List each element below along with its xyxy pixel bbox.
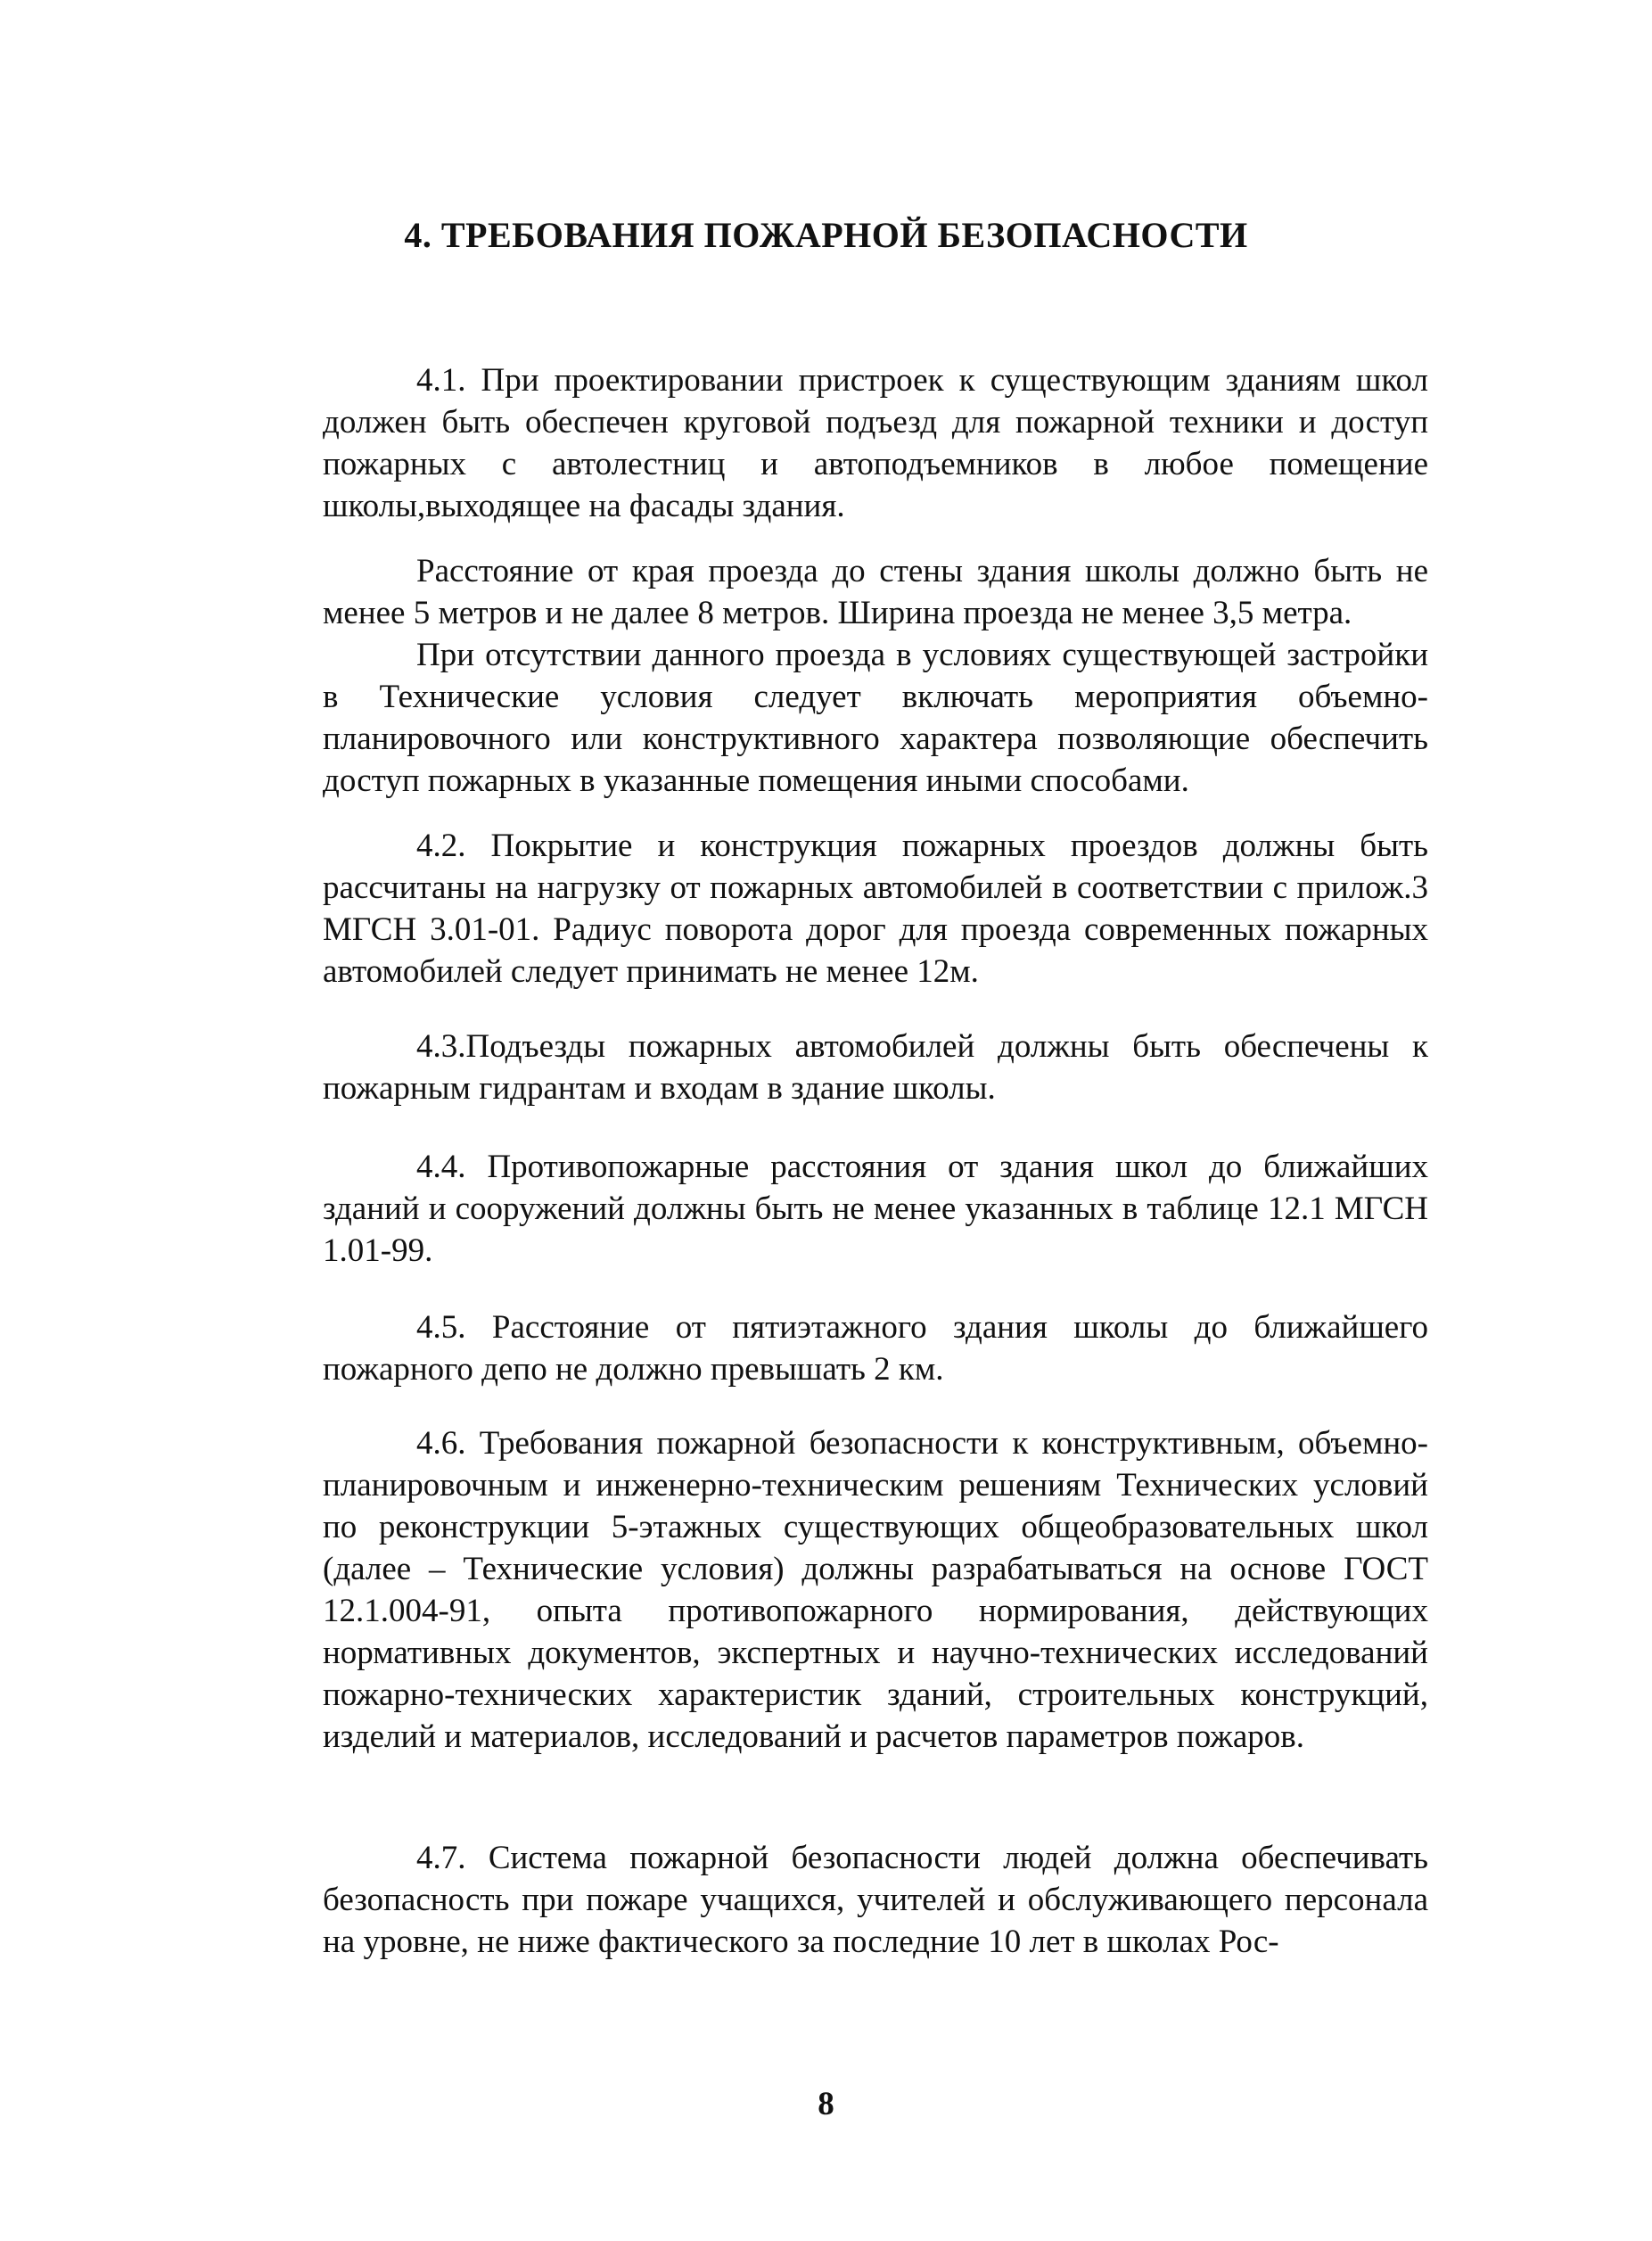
paragraph-4-1-distance: Расстояние от края проезда до стены здания школы должно быть не менее 5 метров и не далее 8 метров. Ширина проезда не менее 3,5 метра. [323,553,1428,631]
paragraph-4-5: 4.5. Расстояние от пятиэтажного здания школы до ближайшего пожарного депо не должно превышать 2 км. [323,1309,1428,1388]
paragraph-4-2: 4.2. Покрытие и конструкция пожарных проездов должны быть рассчитаны на нагрузку от пожарных автомобилей в соответствии с прилож.3 МГСН 3.01-01. Радиус поворота дорог для проезда современных пожарных автомобилей следует принимать не менее 12м. [323,828,1428,990]
paragraph-block-4-5 [323,1306,1428,1390]
paragraph-block-4-2 [323,825,1428,993]
paragraph-block-4-1-distance [323,550,1428,802]
paragraph-4-4: 4.4. Противопожарные расстояния от здания школ до ближайших зданий и сооружений должны быть не менее указанных в таблице 12.1 МГСН 1.01-99. [323,1149,1428,1269]
paragraph-4-3: 4.3.Подъезды пожарных автомобилей должны быть обеспечены к пожарным гидрантам и входам в здание школы. [323,1028,1428,1107]
paragraph-block-4-1 [323,359,1428,527]
section-title: 4. ТРЕБОВАНИЯ ПОЖАРНОЙ БЕЗОПАСНОСТИ [404,215,1248,255]
paragraph-block-4-6 [323,1422,1428,1758]
page-number: 8 [818,2086,834,2122]
paragraph-4-7: 4.7. Система пожарной безопасности людей должна обеспечивать безопасность при пожаре учащихся, учителей и обслуживающего персонала на уровне, не ниже фактического за последние 10 лет в школах Рос- [323,1840,1428,1960]
paragraph-block-4-3 [323,1026,1428,1109]
paragraph-4-6: 4.6. Требования пожарной безопасности к конструктивным, объемно-планировочным и инженерно-техническим решениям Технических условий по реконструкции 5-этажных существующих общеобразовательных школ (далее – Технические условия) должны разрабатываться на основе ГОСТ 12.1.004-91, опыта противопожарного нормирования, действующих нормативных документов, экспертных и научно-технических исследований пожарно-технических характеристик зданий, строительных конструкций, изделий и материалов, исследований и расчетов параметров пожаров. [323,1425,1428,1755]
paragraph-block-4-7 [323,1837,1428,1963]
paragraph-4-1-absence: При отсутствии данного проезда в условиях существующей застройки в Технические условия следует включать мероприятия объемно-планировочного или конструктивного характера позволяющие обеспечить доступ пожарных в указанные помещения иными способами. [323,637,1428,799]
paragraph-block-4-4 [323,1146,1428,1272]
paragraph-4-1: 4.1. При проектировании пристроек к существующим зданиям школ должен быть обеспечен круговой подъезд для пожарной техники и доступ пожарных с автолестниц и автоподъемников в любое помещение школы,выходящее на фасады здания. [323,362,1428,524]
